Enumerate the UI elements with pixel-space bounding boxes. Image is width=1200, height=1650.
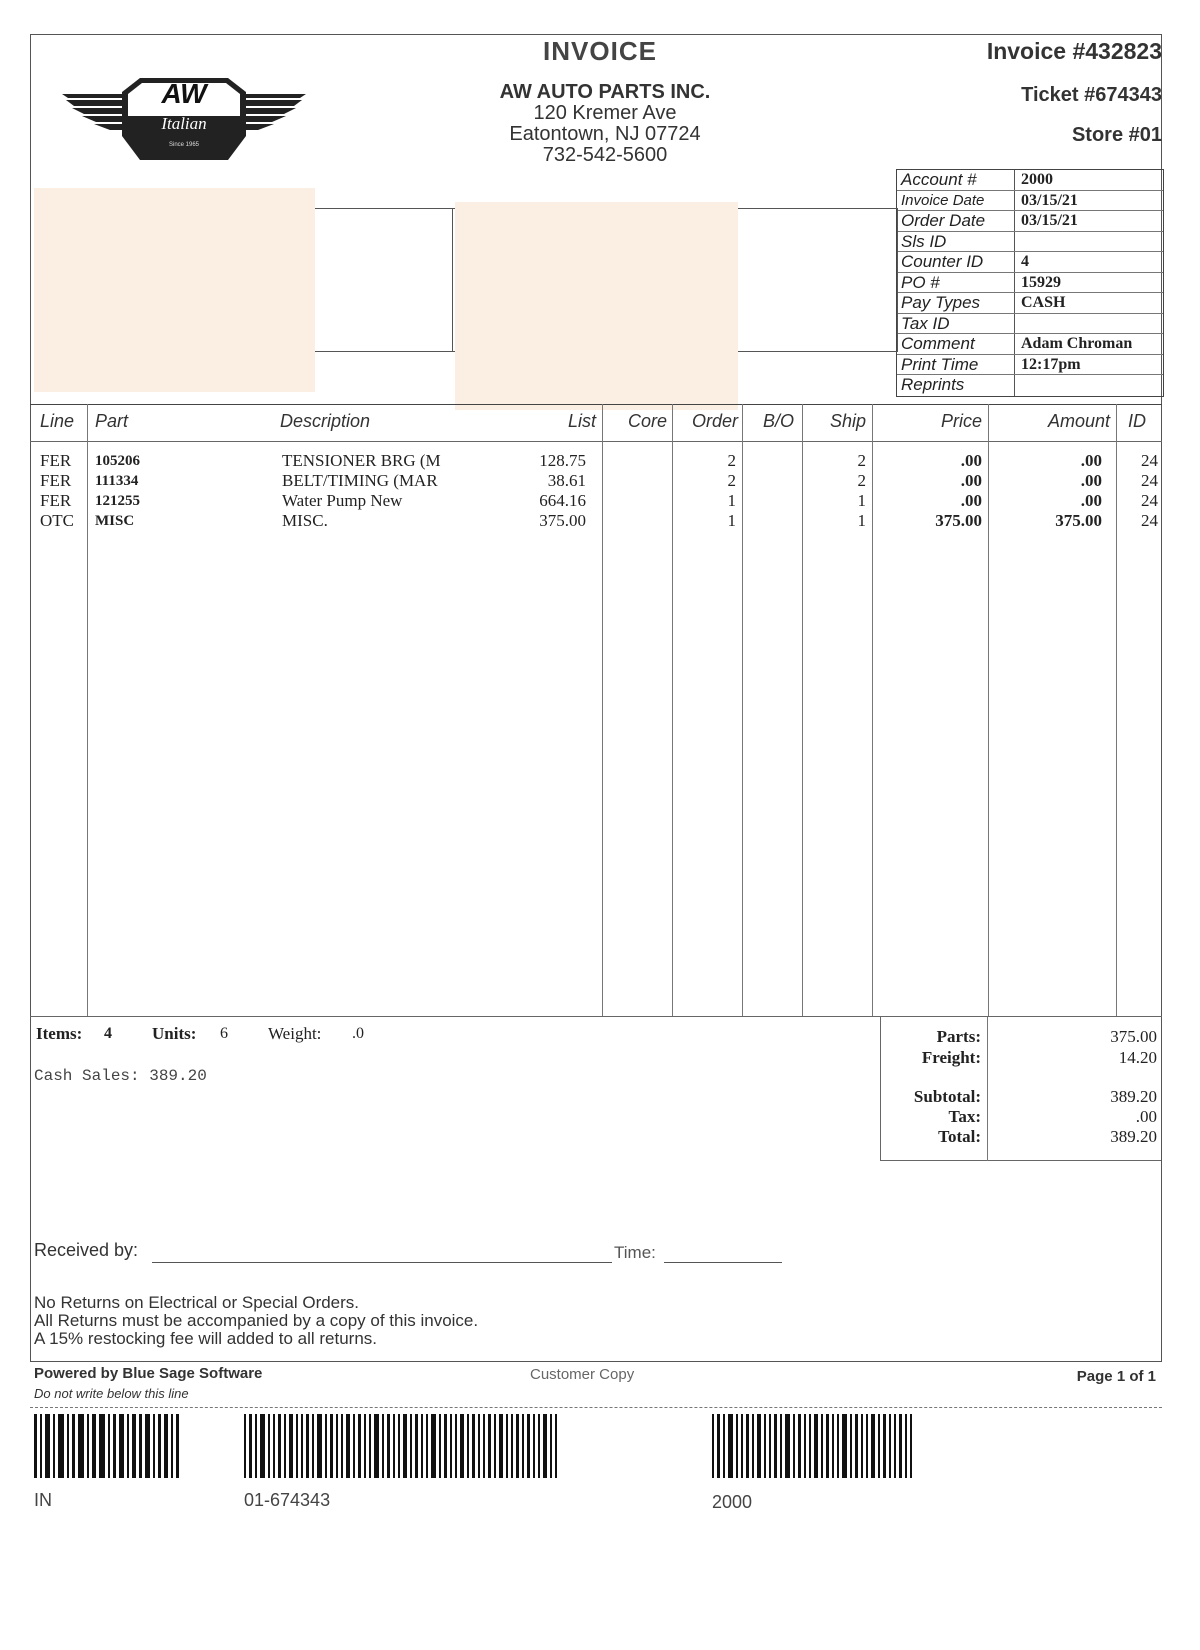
items-count: 4 xyxy=(104,1025,112,1042)
row-description: Water Pump New xyxy=(282,491,403,510)
parts-value: 375.00 xyxy=(1110,1027,1157,1046)
logo-script: Italian xyxy=(161,114,207,133)
print-time-label: Print Time xyxy=(897,355,1015,375)
col-header-bo: B/O xyxy=(762,411,794,431)
barcode xyxy=(712,1414,915,1478)
tax-value: .00 xyxy=(1135,1107,1157,1126)
account-label: Account # xyxy=(897,170,1015,190)
row-price: .00 xyxy=(960,491,982,510)
company-name: AW AUTO PARTS INC. xyxy=(499,81,711,103)
row-amount: .00 xyxy=(1080,491,1102,510)
total-value: 389.20 xyxy=(1110,1127,1157,1146)
row-line: FER xyxy=(40,471,72,490)
row-list: 128.75 xyxy=(539,451,586,470)
counter-id-value: 4 xyxy=(1021,253,1029,270)
row-part: 105206 xyxy=(95,453,140,469)
col-header-ship: Ship xyxy=(829,411,866,431)
account-info-table xyxy=(896,169,1164,397)
barcode-label: IN xyxy=(34,1490,52,1510)
invoice-number: Invoice #432823 xyxy=(986,38,1162,64)
received-by-label: Received by: xyxy=(34,1240,139,1260)
return-policy xyxy=(34,1294,478,1348)
policy-line: A 15% restocking fee will added to all returns. xyxy=(34,1329,378,1348)
row-ship: 1 xyxy=(857,491,866,510)
account-row xyxy=(897,375,1163,396)
invoice-heading: INVOICE xyxy=(543,36,657,66)
tax-label: Tax: xyxy=(948,1107,981,1126)
row-ship: 1 xyxy=(857,511,866,530)
row-line: OTC xyxy=(40,511,74,530)
pay-types-value: CASH xyxy=(1021,294,1066,311)
policy-line: No Returns on Electrical or Special Orders. xyxy=(34,1293,360,1312)
company-phone: 732-542-5600 xyxy=(542,144,668,166)
col-header-line: Line xyxy=(40,411,75,431)
row-list: 38.61 xyxy=(547,471,586,490)
account-row xyxy=(897,334,1163,355)
units-count: 6 xyxy=(220,1025,228,1042)
barcode-label: 01-674343 xyxy=(244,1490,331,1510)
row-id: 24 xyxy=(1141,491,1158,510)
company-block xyxy=(430,82,780,166)
row-order: 1 xyxy=(727,511,736,530)
row-part: MISC xyxy=(95,513,135,529)
policy-line: All Returns must be accompanied by a copy of this invoice. xyxy=(34,1311,479,1330)
row-line: FER xyxy=(40,451,72,470)
time-label: Time: xyxy=(614,1243,656,1262)
ticket-number: Ticket #674343 xyxy=(1021,84,1162,106)
account-row xyxy=(897,252,1163,273)
row-list: 375.00 xyxy=(539,511,586,530)
invoice-date-value: 03/15/21 xyxy=(1021,191,1078,209)
row-description: TENSIONER BRG (M xyxy=(282,451,441,470)
barcode xyxy=(244,1414,560,1478)
row-part: 111334 xyxy=(95,473,139,489)
total-label: Total: xyxy=(938,1127,981,1146)
order-date-label: Order Date xyxy=(897,211,1015,231)
tax-id-label: Tax ID xyxy=(897,314,1015,334)
row-amount: 375.00 xyxy=(1055,511,1102,530)
col-header-amount: Amount xyxy=(1047,411,1110,431)
row-ship: 2 xyxy=(857,451,866,470)
account-row xyxy=(897,314,1163,335)
company-address: 120 Kremer Ave xyxy=(533,102,677,124)
company-city: Eatontown, NJ 07724 xyxy=(509,123,701,145)
col-header-price: Price xyxy=(940,411,982,431)
row-part: 121255 xyxy=(95,493,140,509)
row-id: 24 xyxy=(1141,451,1158,470)
logo-mark: AW xyxy=(161,78,207,109)
row-amount: .00 xyxy=(1080,451,1102,470)
account-row xyxy=(897,170,1163,191)
store-number: Store #01 xyxy=(1071,124,1162,146)
row-order: 2 xyxy=(727,471,736,490)
row-description: MISC. xyxy=(282,511,328,530)
row-list: 664.16 xyxy=(539,491,586,510)
reprints-value xyxy=(1015,375,1163,396)
account-value: 2000 xyxy=(1021,171,1053,188)
order-date-value: 03/15/21 xyxy=(1021,212,1078,229)
weight-label: Weight: xyxy=(268,1024,322,1043)
invoice-date-label: Invoice Date xyxy=(897,191,1015,211)
counter-id-label: Counter ID xyxy=(897,252,1015,272)
row-amount: .00 xyxy=(1080,471,1102,490)
account-row xyxy=(897,355,1163,376)
reprints-label: Reprints xyxy=(897,375,1015,396)
print-time-value: 12:17pm xyxy=(1021,355,1081,373)
received-by-line xyxy=(152,1262,612,1263)
sls-id-value xyxy=(1015,232,1163,252)
pay-types-label: Pay Types xyxy=(897,293,1015,313)
powered-by: Powered by Blue Sage Software xyxy=(34,1365,263,1382)
comment-value: Adam Chroman xyxy=(1021,335,1133,352)
row-ship: 2 xyxy=(857,471,866,490)
tax-id-value xyxy=(1015,314,1163,334)
po-label: PO # xyxy=(897,273,1015,293)
row-line: FER xyxy=(40,491,72,510)
row-price: .00 xyxy=(960,451,982,470)
subtotal-label: Subtotal: xyxy=(913,1087,981,1106)
account-row xyxy=(897,232,1163,253)
company-logo xyxy=(62,76,306,172)
copy-type: Customer Copy xyxy=(530,1366,635,1383)
items-label: Items: xyxy=(36,1024,83,1043)
table-row xyxy=(0,471,1200,491)
page-number: Page 1 of 1 xyxy=(1076,1368,1156,1385)
col-header-description: Description xyxy=(280,411,371,431)
row-id: 24 xyxy=(1141,511,1158,530)
freight-value: 14.20 xyxy=(1118,1048,1157,1067)
account-row xyxy=(897,211,1163,232)
sold-to-redaction xyxy=(34,188,315,392)
row-price: .00 xyxy=(960,471,982,490)
account-row xyxy=(897,191,1163,212)
cash-sales: Cash Sales: 389.20 xyxy=(34,1067,207,1085)
col-header-order: Order xyxy=(691,411,738,431)
col-header-part: Part xyxy=(95,411,129,431)
account-row xyxy=(897,273,1163,294)
parts-label: Parts: xyxy=(936,1027,981,1046)
row-order: 1 xyxy=(727,491,736,510)
comment-label: Comment xyxy=(897,334,1015,354)
po-value: 15929 xyxy=(1021,273,1061,291)
ship-to-redaction xyxy=(455,202,738,410)
tear-line xyxy=(30,1407,1162,1408)
row-price: 375.00 xyxy=(935,511,982,530)
row-description: BELT/TIMING (MAR xyxy=(282,471,438,490)
do-not-write-note: Do not write below this line xyxy=(34,1386,189,1401)
col-header-core: Core xyxy=(627,411,667,431)
totals-divider xyxy=(987,1017,988,1161)
table-row xyxy=(0,451,1200,471)
barcode xyxy=(34,1414,182,1478)
row-id: 24 xyxy=(1141,471,1158,490)
account-row xyxy=(897,293,1163,314)
freight-label: Freight: xyxy=(921,1048,981,1067)
sls-id-label: Sls ID xyxy=(897,232,1015,252)
barcode-label: 2000 xyxy=(712,1492,753,1512)
table-header-rule xyxy=(30,441,1162,442)
logo-since: Since 1965 xyxy=(168,142,200,148)
totals-box xyxy=(880,1016,1161,1161)
col-header-id: ID xyxy=(1128,411,1146,431)
table-row xyxy=(0,511,1200,531)
time-line xyxy=(664,1262,782,1263)
table-top-rule xyxy=(30,404,1162,405)
units-label: Units: xyxy=(152,1024,197,1043)
col-header-list: List xyxy=(567,411,596,431)
subtotal-value: 389.20 xyxy=(1110,1087,1157,1106)
table-row xyxy=(0,491,1200,511)
weight-value: .0 xyxy=(352,1025,364,1042)
row-order: 2 xyxy=(727,451,736,470)
